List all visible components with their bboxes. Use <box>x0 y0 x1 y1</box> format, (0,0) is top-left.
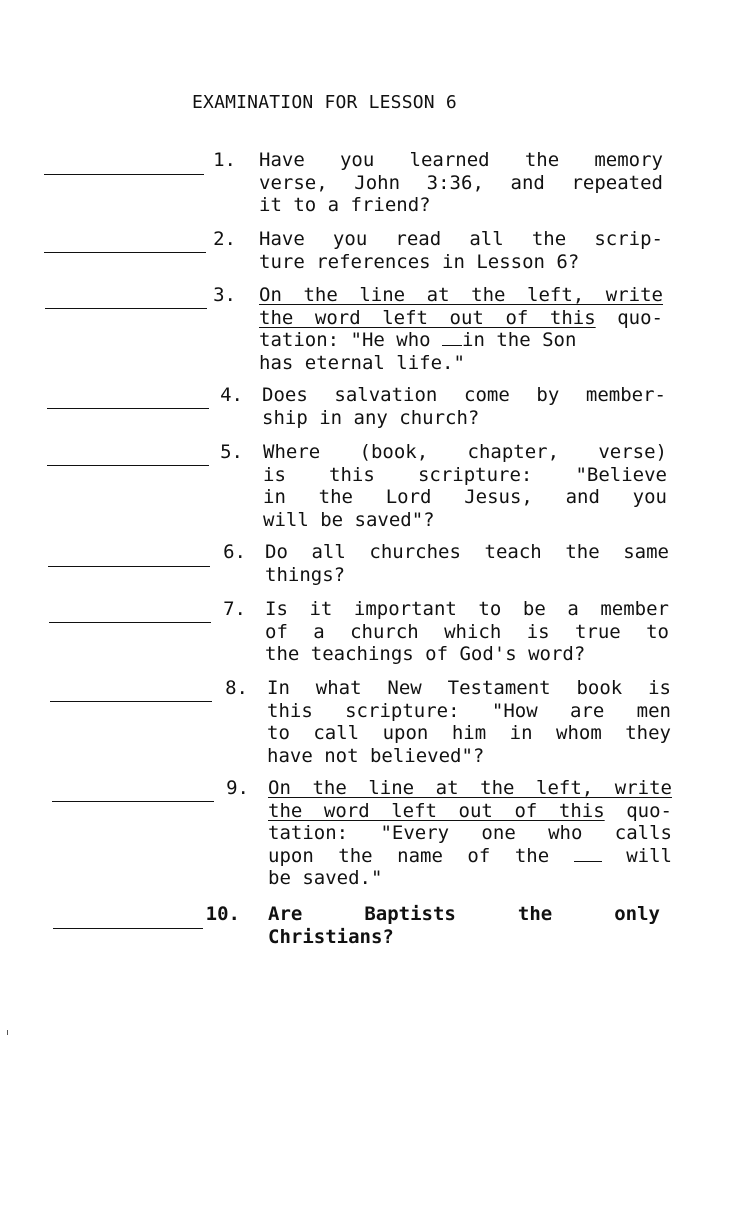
question-text: Where (book, chapter, verse) is this scripture: "Believe in the Lord Jesus, and you will be saved"? <box>263 441 667 531</box>
question-number: 1. <box>213 149 236 171</box>
question-text: On the line at the left, write the word left out of this quo- tation: "Every one who calls upon the name of the will be saved." <box>268 777 672 890</box>
inline-blank <box>442 333 462 346</box>
answer-line-6[interactable] <box>48 566 210 567</box>
answer-line-9[interactable] <box>52 801 214 802</box>
question-text-line: the word left out of this quo- <box>268 799 672 822</box>
question-text: In what New Testament book is this scripture: "How are men to call upon him in whom they have not believed"? <box>267 677 671 767</box>
question-number: 5. <box>220 441 243 463</box>
question-number: 9. <box>226 777 249 799</box>
answer-line-5[interactable] <box>47 465 209 466</box>
answer-line-1[interactable] <box>44 174 204 175</box>
page-title: EXAMINATION FOR LESSON 6 <box>192 92 457 113</box>
question-text: Have you learned the memory verse, John 3:36, and repeated it to a friend? <box>259 149 663 217</box>
answer-line-2[interactable] <box>44 252 206 253</box>
question-number: 6. <box>223 541 246 563</box>
answer-line-3[interactable] <box>45 308 207 309</box>
answer-line-4[interactable] <box>47 408 209 409</box>
question-text: Is it important to be a member of a church which is true to the teachings of God's word? <box>265 598 669 666</box>
answer-line-8[interactable] <box>50 701 212 702</box>
question-text: Do all churches teach the same things? <box>265 541 669 586</box>
question-text-line: the word left out of this quo- <box>259 306 663 329</box>
inline-blank <box>574 849 602 862</box>
scan-mark <box>7 1030 8 1035</box>
answer-line-10[interactable] <box>53 928 203 929</box>
question-number: 3. <box>213 284 236 306</box>
answer-line-7[interactable] <box>49 622 211 623</box>
question-number: 10. <box>205 903 240 925</box>
question-text: Are Baptists the only Christians? <box>268 903 660 948</box>
question-number: 8. <box>225 677 248 699</box>
question-number: 7. <box>223 598 246 620</box>
question-text: Does salvation come by member- ship in any church? <box>262 384 666 429</box>
question-text: On the line at the left, write the word left out of this quo- tation: "He who in the Son has eternal life." <box>259 284 663 374</box>
question-text: Have you read all the scrip- ture references in Lesson 6? <box>259 228 663 273</box>
question-number: 2. <box>213 228 236 250</box>
question-number: 4. <box>220 384 243 406</box>
